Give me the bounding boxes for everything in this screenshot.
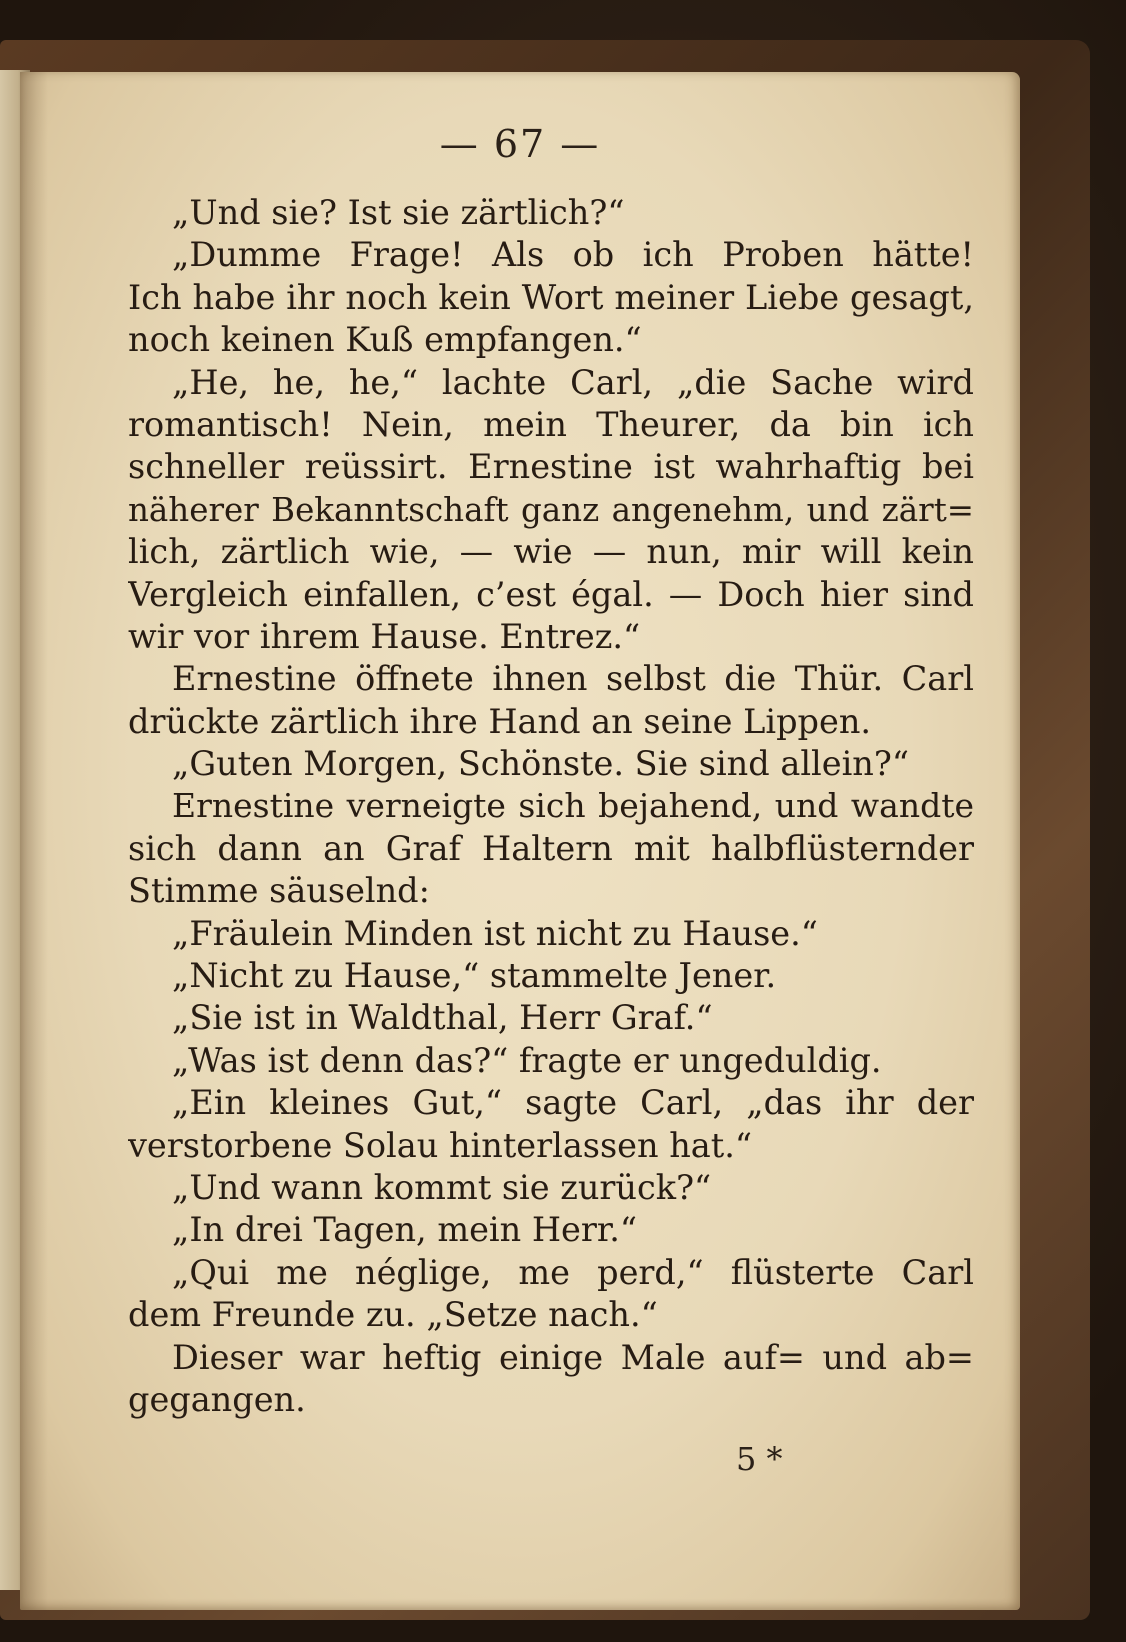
text-line: lich, zärtlich wie, — wie — nun, mir will kein bbox=[128, 532, 974, 572]
text-line: „Und sie? Ist sie zärtlich?“ bbox=[172, 193, 625, 232]
text-line: „Was ist denn das?“ fragte er ungeduldig. bbox=[172, 1040, 882, 1080]
text-line: schneller reüssirt. Ernestine ist wahrhaftig bei bbox=[128, 447, 974, 487]
text-line: wir vor ihrem Hause. Entrez.“ bbox=[128, 616, 641, 656]
text-line: verstorbene Solau hinterlassen hat.“ bbox=[128, 1125, 753, 1165]
text-line: „Sie ist in Waldthal, Herr Graf.“ bbox=[172, 998, 713, 1038]
text-line: „Nicht zu Hause,“ stammelte Jener. bbox=[172, 956, 777, 996]
text-line: romantisch! Nein, mein Theurer, da bin ich bbox=[128, 404, 974, 444]
text-line: „In drei Tagen, mein Herr.“ bbox=[172, 1210, 638, 1250]
text-line: „Ein kleines Gut,“ sagte Carl, „das ihr der bbox=[172, 1083, 974, 1123]
signature-mark: 5 * bbox=[736, 1440, 783, 1478]
page-number: — 67 — bbox=[439, 122, 601, 166]
text-line: „Qui me néglige, me perd,“ flüsterte Carl bbox=[172, 1252, 974, 1292]
text-line: „Und wann kommt sie zurück?“ bbox=[172, 1167, 712, 1207]
text-line: „Guten Morgen, Schönste. Sie sind allein?“ bbox=[172, 744, 909, 784]
page-text bbox=[128, 192, 974, 1421]
text-line: Ernestine verneigte sich bejahend, und wandte bbox=[172, 786, 974, 826]
text-line: noch keinen Kuß empfangen.“ bbox=[128, 320, 642, 360]
text-line: Vergleich einfallen, c’est égal. — Doch hier sind bbox=[128, 574, 974, 614]
text-line: Ich habe ihr noch kein Wort meiner Liebe gesagt, bbox=[128, 277, 974, 317]
book-page bbox=[20, 72, 1020, 1610]
text-line: drückte zärtlich ihre Hand an seine Lippen. bbox=[128, 701, 872, 741]
text-line: gegangen. bbox=[128, 1379, 306, 1419]
text-line: „Fräulein Minden ist nicht zu Hause.“ bbox=[172, 913, 818, 953]
text-line: Stimme säuselnd: bbox=[128, 871, 430, 911]
text-line: „He, he, he,“ lachte Carl, „die Sache wird bbox=[172, 362, 974, 402]
text-line: dem Freunde zu. „Setze nach.“ bbox=[128, 1295, 658, 1335]
page-gutter bbox=[20, 72, 48, 1610]
text-line: „Dumme Frage! Als ob ich Proben hätte! bbox=[172, 235, 974, 275]
text-line: sich dann an Graf Haltern mit halbflüsternder bbox=[128, 828, 974, 868]
text-line: Dieser war heftig einige Male auf= und ab= bbox=[172, 1337, 974, 1377]
text-line: näherer Bekanntschaft ganz angenehm, und zärt= bbox=[128, 490, 974, 529]
text-line: Ernestine öffnete ihnen selbst die Thür. Carl bbox=[172, 659, 974, 699]
